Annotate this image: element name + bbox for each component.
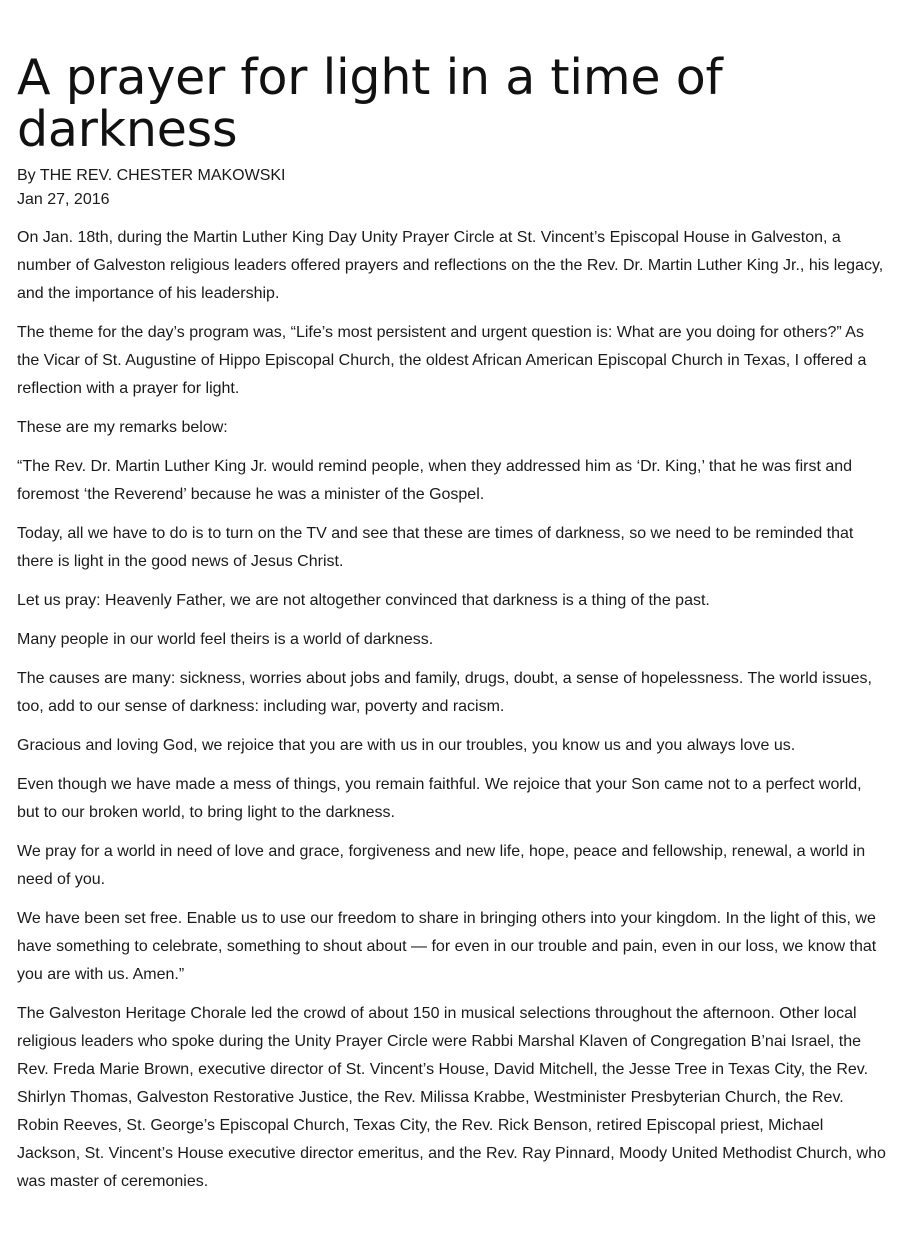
- article-date: Jan 27, 2016: [17, 191, 110, 208]
- article-paragraph: Even though we have made a mess of things, you remain faithful. We rejoice that your Son came not to a perfect world, but to our broken world, to bring light to the darkness.: [17, 776, 862, 821]
- article: [17, 49, 887, 1207]
- article-paragraph: Many people in our world feel theirs is a world of darkness.: [17, 631, 434, 648]
- article-body: [17, 224, 887, 1196]
- article-byline: By THE REV. CHESTER MAKOWSKI: [17, 167, 286, 184]
- article-paragraph: These are my remarks below:: [17, 419, 228, 436]
- article-paragraph: On Jan. 18th, during the Martin Luther King Day Unity Prayer Circle at St. Vincent’s Episcopal House in Galveston, a number of Galveston religious leaders offered prayers and reflections on the the Rev. Dr. Martin Luther King Jr., his legacy, and the importance of his leadership.: [17, 229, 884, 302]
- article-paragraph: Let us pray: Heavenly Father, we are not altogether convinced that darkness is a thing of the past.: [17, 592, 710, 609]
- article-paragraph: Today, all we have to do is to turn on the TV and see that these are times of darkness, so we need to be reminded that there is light in the good news of Jesus Christ.: [17, 525, 854, 570]
- article-paragraph: We have been set free. Enable us to use our freedom to share in bringing others into your kingdom. In the light of this, we have something to celebrate, something to shout about — for even in our trouble and pain, even in our loss, we know that you are with us. Amen.”: [17, 910, 877, 983]
- article-paragraph: The theme for the day’s program was, “Life’s most persistent and urgent question is: What are you doing for others?” As the Vicar of St. Augustine of Hippo Episcopal Church, the oldest African American Episcopal Church in Texas, I offered a reflection with a prayer for light.: [17, 324, 867, 397]
- article-paragraph: The causes are many: sickness, worries about jobs and family, drugs, doubt, a sense of hopelessness. The world issues, too, add to our sense of darkness: including war, poverty and racism.: [17, 670, 872, 715]
- article-paragraph: We pray for a world in need of love and grace, forgiveness and new life, hope, peace and fellowship, renewal, a world in need of you.: [17, 843, 866, 888]
- article-paragraph: Gracious and loving God, we rejoice that you are with us in our troubles, you know us and you always love us.: [17, 737, 796, 754]
- article-title: A prayer for light in a time of darkness: [17, 49, 723, 158]
- article-paragraph: “The Rev. Dr. Martin Luther King Jr. would remind people, when they addressed him as ‘Dr. King,’ that he was first and foremost ‘the Reverend’ because he was a minister of the Gospel.: [17, 458, 853, 503]
- article-paragraph: The Galveston Heritage Chorale led the crowd of about 150 in musical selections throughout the afternoon. Other local religious leaders who spoke during the Unity Prayer Circle were Rabbi Marshal Klaven of Congregation B’nai Israel, the Rev. Freda Marie Brown, executive director of St. Vincent’s House, David Mitchell, the Jesse Tree in Texas City, the Rev. Shirlyn Thomas, Galveston Restorative Justice, the Rev. Milissa Krabbe, Westminister Presbyterian Church, the Rev. Robin Reeves, St. George’s Episcopal Church, Texas City, the Rev. Rick Benson, retired Episcopal priest, Michael Jackson, St. Vincent’s House executive director emeritus, and the Rev. Ray Pinnard, Moody United Methodist Church, who was master of ceremonies.: [17, 1005, 886, 1190]
